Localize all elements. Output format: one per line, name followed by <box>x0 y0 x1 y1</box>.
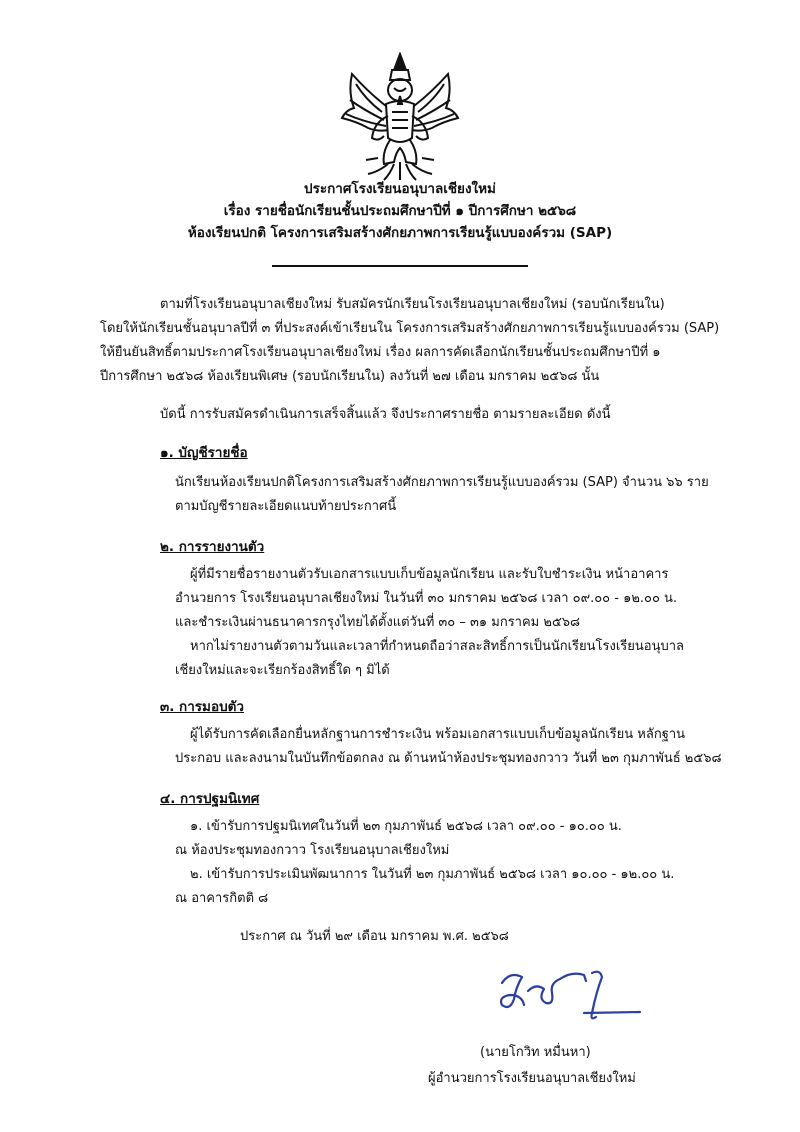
section-line: และชำระเงินผ่านธนาคารกรุงไทยได้ตั้งแต่วันที่ ๓๐ – ๓๑ มกราคม ๒๕๖๘ <box>175 615 581 630</box>
intro-line: โดยให้นักเรียนชั้นอนุบาลปีที่ ๓ ที่ประสงค์เข้าเรียนใน โครงการเสริมสร้างศักยภาพการเรียนรู้แบบองค์รวม (SAP) <box>100 321 720 336</box>
announcement-title: ประกาศโรงเรียนอนุบาลเชียงใหม่ <box>304 181 496 197</box>
section-line: ประกอบ และลงนามในบันทึกข้อตกลง ณ ด้านหน้าห้องประชุมทองกวาว วันที่ ๒๓ กุมภาพันธ์ ๒๕๖๘ <box>175 751 722 766</box>
intro-line: ปีการศึกษา ๒๕๖๘ ห้องเรียนพิเศษ (รอบนักเรียนใน) ลงวันที่ ๒๗ เดือน มกราคม ๒๕๖๘ นั้น <box>100 369 600 384</box>
intro-summary: บัดนี้ การรับสมัครดำเนินการเสร็จสิ้นแล้ว จึงประกาศรายชื่อ ตามรายละเอียด ดังนี้ <box>160 407 611 422</box>
announcement-program: ห้องเรียนปกติ โครงการเสริมสร้างศักยภาพการเรียนรู้แบบองค์รวม (SAP) <box>187 225 613 241</box>
section-line: อำนวยการ โรงเรียนอนุบาลเชียงใหม่ ในวันที่ ๓๐ มกราคม ๒๕๖๘ เวลา ๐๙.๐๐ - ๑๒.๐๐ น. <box>175 591 678 606</box>
announcement-date: ประกาศ ณ วันที่ ๒๙ เดือน มกราคม พ.ศ. ๒๕๖๘ <box>240 929 509 944</box>
section-heading-orientation: ๔. การปฐมนิเทศ <box>160 791 260 807</box>
intro-line: ให้ยืนยันสิทธิ์ตามประกาศโรงเรียนอนุบาลเชียงใหม่ เรื่อง ผลการคัดเลือกนักเรียนชั้นประถมศึกษาปีที่ ๑ <box>100 345 661 360</box>
announcement-subject: เรื่อง รายชื่อนักเรียนชั้นประถมศึกษาปีที่ ๑ ปีการศึกษา ๒๕๖๘ <box>223 203 577 219</box>
section-heading-report: ๒. การรายงานตัว <box>160 539 265 555</box>
section-line: นักเรียนห้องเรียนปกติโครงการเสริมสร้างศักยภาพการเรียนรู้แบบองค์รวม (SAP) จำนวน ๖๖ ราย <box>175 475 709 490</box>
section-line: ณ อาคารกิตติ ๘ <box>175 891 269 906</box>
section-line: เชียงใหม่และจะเรียกร้องสิทธิ์ใด ๆ มิได้ <box>175 663 390 678</box>
garuda-emblem-icon <box>338 52 462 182</box>
section-line: ณ ห้องประชุมทองกวาว โรงเรียนอนุบาลเชียงใหม่ <box>175 843 450 858</box>
section-line: ผู้ที่มีรายชื่อรายงานตัวรับเอกสารแบบเก็บข้อมูลนักเรียน และรับใบชำระเงิน หน้าอาคาร <box>190 567 669 582</box>
section-heading-enroll: ๓. การมอบตัว <box>160 699 244 715</box>
section-line: ตามบัญชีรายละเอียดแนบท้ายประกาศนี้ <box>175 499 397 514</box>
section-line: ๒. เข้ารับการประเมินพัฒนาการ ในวันที่ ๒๓ กุมภาพันธ์ ๒๕๖๘ เวลา ๑๐.๐๐ - ๑๒.๐๐ น. <box>190 867 675 882</box>
section-line: หากไม่รายงานตัวตามวันและเวลาที่กำหนดถือว่าสละสิทธิ์การเป็นนักเรียนโรงเรียนอนุบาล <box>190 639 684 654</box>
title-divider <box>272 265 528 267</box>
section-heading-list: ๑. บัญชีรายชื่อ <box>160 445 248 461</box>
handwritten-signature <box>488 965 648 1025</box>
section-line: ๑. เข้ารับการปฐมนิเทศในวันที่ ๒๓ กุมภาพันธ์ ๒๕๖๘ เวลา ๐๙.๐๐ - ๑๐.๐๐ น. <box>190 819 622 834</box>
section-line: ผู้ได้รับการคัดเลือกยื่นหลักฐานการชำระเงิน พร้อมเอกสารแบบเก็บข้อมูลนักเรียน หลักฐาน <box>190 727 686 742</box>
intro-line: ตามที่โรงเรียนอนุบาลเชียงใหม่ รับสมัครนักเรียนโรงเรียนอนุบาลเชียงใหม่ (รอบนักเรียนใน) <box>160 297 665 312</box>
signer-title: ผู้อำนวยการโรงเรียนอนุบาลเชียงใหม่ <box>428 1071 636 1086</box>
signer-name: (นายโกวิท หมื่นหา) <box>480 1045 591 1060</box>
